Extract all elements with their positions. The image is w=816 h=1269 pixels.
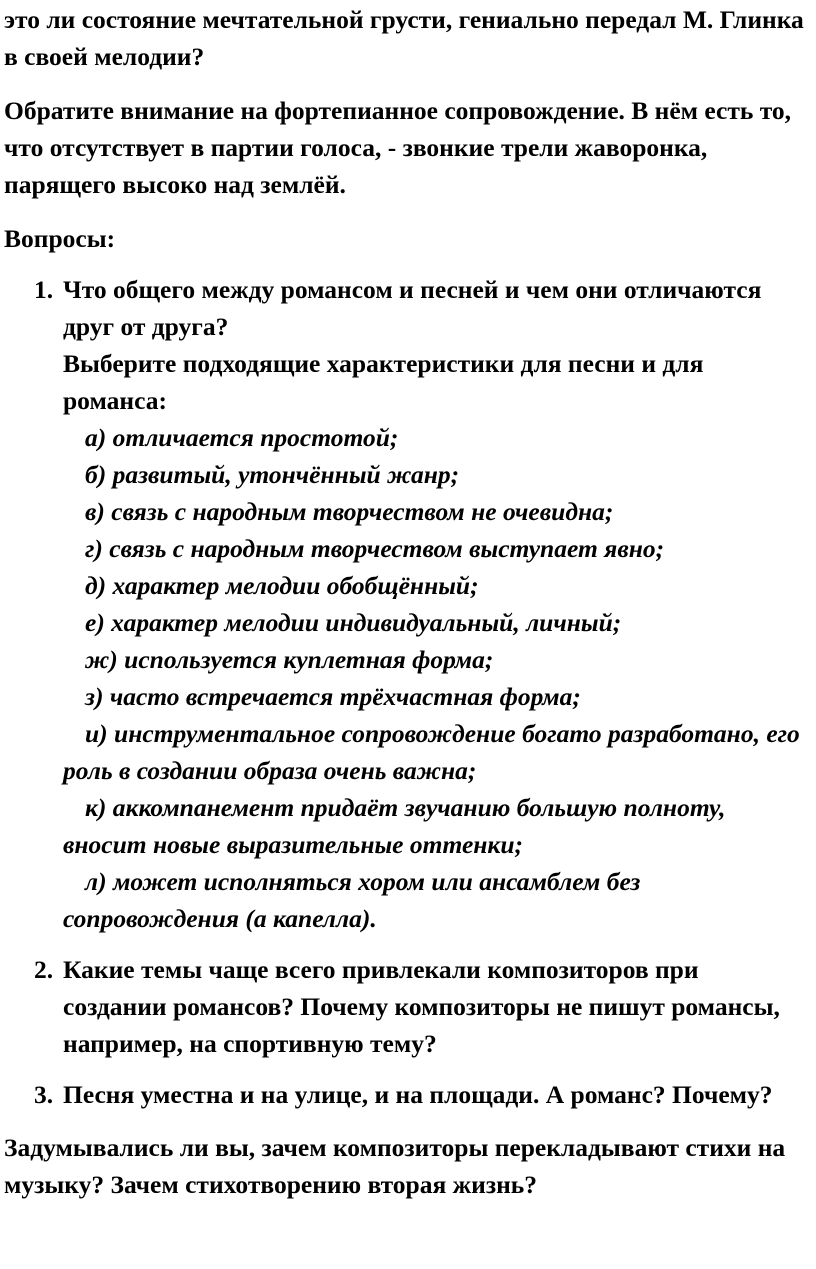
question-number: 3. (34, 1080, 54, 1109)
question-text: Какие темы чаще всего привлекали композиторов при создании романсов? Почему композиторы не пишут романсы, например, на спортивную тему? (63, 955, 780, 1058)
option-item: л) может исполняться хором или ансамблем без сопровождения (а капелла). (63, 867, 641, 933)
option-item: з) часто встречается трёхчастная форма; (85, 682, 581, 711)
question-item (4, 1076, 808, 1113)
questions-heading: Вопросы: (4, 224, 116, 253)
option-item: б) развитый, утончённый жанр; (85, 460, 460, 489)
option-item: в) связь с народным творчеством не очевидна; (85, 497, 614, 526)
question-text: Песня уместна и на улице, и на площади. А романс? Почему? (63, 1080, 773, 1109)
question-item (4, 951, 808, 1062)
option-item: и) инструментальное сопровождение богато разработано, его роль в создании образа очень важна; (63, 719, 800, 785)
option-item: г) связь с народным творчеством выступает явно; (85, 534, 665, 563)
option-item: д) характер мелодии обобщённый; (85, 571, 479, 600)
options-list (63, 419, 808, 937)
option-item: е) характер мелодии индивидуальный, личный; (85, 608, 622, 637)
questions-list (4, 271, 808, 1113)
option-item: к) аккомпанемент придаёт звучанию большую полноту, вносит новые выразительные оттенки; (63, 793, 726, 859)
accompaniment-paragraph: Обратите внимание на фортепианное сопровождение. В нём есть то, что отсутствует в партии голоса, - звонкие трели жаворонка, парящего высоко над землёй. (4, 96, 792, 199)
closing-paragraph: Задумывались ли вы, зачем композиторы перекладывают стихи на музыку? Зачем стихотворению вторая жизнь? (4, 1133, 786, 1199)
option-item: а) отличается простотой; (85, 423, 399, 452)
question-number: 2. (34, 955, 54, 984)
option-item: ж) используется куплетная форма; (85, 645, 494, 674)
question-text: Что общего между романсом и песней и чем они отличаются друг от друга? (63, 275, 762, 341)
intro-paragraph: это ли состояние мечтательной грусти, гениально передал М. Глинка в своей мелодии? (4, 5, 804, 71)
question-number: 1. (34, 275, 54, 304)
question-subtext: Выберите подходящие характеристики для песни и для романса: (63, 349, 704, 415)
question-item (4, 271, 808, 937)
